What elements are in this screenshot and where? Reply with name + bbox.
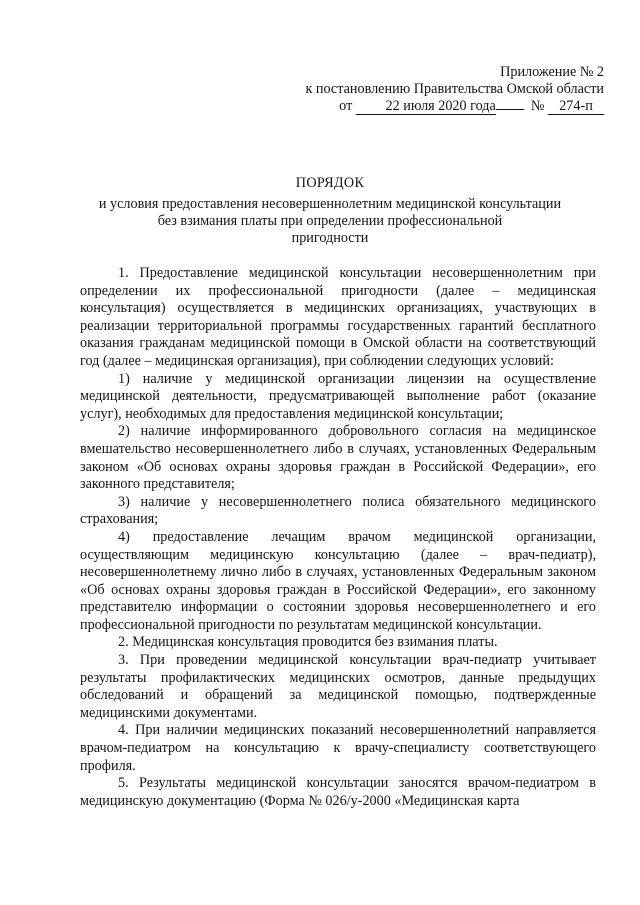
paragraph-1-condition-4: 4) предоставление лечащим врачом медицинской организации, осуществляющим медицинскую консультацию (далее – врач-педиатр), несовершеннолетнему лично либо в случаях, установленных Федеральным законом «Об основах охраны здоровья граждан в Российской Федерации», его законному представителю информации о состоянии здоровья несовершеннолетнего и его профессиональной пригодности по результатам медицинской консультации. [80,528,596,633]
paragraph-1-condition-2: 2) наличие информированного добровольного согласия на медицинское вмешательство несовершеннолетнего либо в случаях, установленных Федеральным законом «Об основах охраны здоровья граждан в Российской Федерации», его законного представителя; [80,423,596,493]
decree-reference: к постановлению Правительства Омской области [305,81,604,97]
document-title [70,175,590,247]
decree-number: 274-п [548,99,604,115]
title-subtitle-line-3: пригодности [291,230,369,246]
paragraph-5: 5. Результаты медицинской консультации заносятся врачом-педиатром в медицинскую документацию (Форма № 026/у-2000 «Медицинская карта [80,775,596,809]
paragraph-1-condition-3: 3) наличие у несовершеннолетнего полиса обязательного медицинского страхования; [80,493,596,528]
decree-date: 22 июля 2020 года [356,99,496,115]
appendix-header [244,64,604,115]
paragraph-1: 1. Предоставление медицинской консультации несовершеннолетним при определении их профессиональной пригодности (далее – медицинская консультация) осуществляется в медицинских организациях, участвующих в реализации территориальной программы государственных гарантий бесплатного оказания гражданам медицинской помощи в Омской области на соответствующий год (далее – медицинская организация), при соблюдении следующих условий: [80,265,596,369]
title-subtitle-line-2: без взимания платы при определении профессиональной [157,213,503,229]
from-label: от [339,98,353,114]
date-underline-tail [496,109,524,110]
document-body [80,265,596,810]
paragraph-3: 3. При проведении медицинской консультации врач-педиатр учитывает результаты профилактических медицинских осмотров, данные предыдущих обследований и обращений за медицинской помощью, подтвержденные медицинскими документами. [80,652,596,721]
paragraph-4: 4. При наличии медицинских показаний несовершеннолетний направляется врачом-педиатром на консультацию к врачу-специалисту соответствующего профиля. [80,722,596,774]
number-label: № [530,98,545,114]
appendix-label: Приложение № 2 [500,64,604,80]
title-main: ПОРЯДОК [295,175,365,191]
paragraph-1-condition-1: 1) наличие у медицинской организации лицензии на осуществление медицинской деятельности, предусматривающей выполнение работ (оказание услуг), необходимых для предоставления медицинской консультации; [80,370,596,422]
decree-date-number [244,98,604,115]
title-subtitle-line-1: и условия предоставления несовершеннолетним медицинской консультации [98,196,562,212]
paragraph-2: 2. Медицинская консультация проводится без взимания платы. [118,634,498,651]
